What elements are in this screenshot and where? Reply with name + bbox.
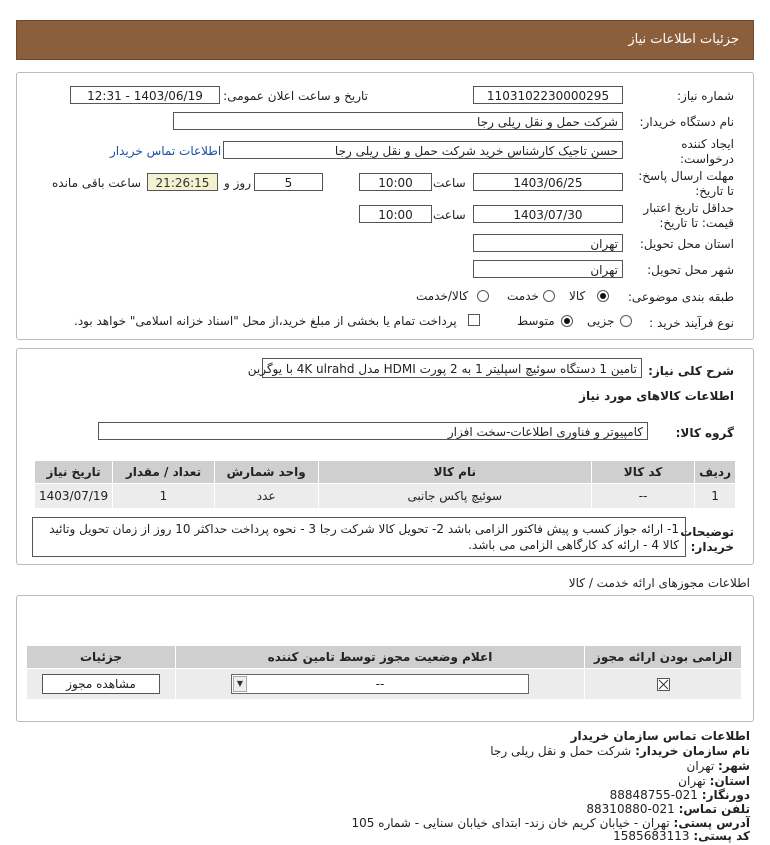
announce-label: تاریخ و ساعت اعلان عمومی: xyxy=(223,89,368,103)
process-partial-label: جزیی xyxy=(587,314,615,328)
deadline-label-2: تا تاریخ: xyxy=(695,184,734,198)
category-goods-radio[interactable] xyxy=(597,290,609,302)
cross-icon xyxy=(658,679,669,690)
permits-table-header xyxy=(27,646,742,669)
deadline-label: مهلت ارسال پاسخ: xyxy=(638,169,734,183)
col-quantity: تعداد / مقدار xyxy=(113,461,215,484)
announce-field: 1403/06/19 - 12:31 xyxy=(70,86,220,104)
province-field: تهران xyxy=(473,234,623,252)
notes-line-2: کالا 4 - ارائه کد کارگاهی الزامی می باشد. xyxy=(468,538,679,552)
permits-title: اطلاعات مجوزهای ارائه خدمت / کالا xyxy=(568,576,750,590)
contact-postal-value: 1585683113 xyxy=(613,829,690,843)
validity-label-2: قیمت: تا تاریخ: xyxy=(659,216,734,230)
deadline-date-field: 1403/06/25 xyxy=(473,173,623,191)
contact-fax-label: دورنگار: xyxy=(701,788,750,802)
permit-status-value: -- xyxy=(375,677,385,691)
category-service-radio[interactable] xyxy=(543,290,555,302)
process-medium-label: متوسط xyxy=(517,314,555,328)
col-code: کد کالا xyxy=(591,461,694,484)
validity-date-field: 1403/07/30 xyxy=(473,205,623,223)
creator-label: ایجاد کننده xyxy=(681,137,734,151)
contact-org-label: نام سازمان خریدار: xyxy=(635,744,750,758)
table-row xyxy=(35,484,736,509)
validity-label: حداقل تاریخ اعتبار xyxy=(643,201,734,215)
deadline-time-label: ساعت xyxy=(433,176,466,190)
goods-table-header xyxy=(35,461,736,484)
contact-province-label: استان: xyxy=(709,774,750,788)
buyer-label: نام دستگاه خریدار: xyxy=(639,115,734,129)
contact-org-value: شرکت حمل و نقل ریلی رجا xyxy=(490,744,632,758)
process-partial-radio[interactable] xyxy=(620,315,632,327)
goods-group-label: گروه کالا: xyxy=(675,426,734,440)
need-number-label: شماره نیاز: xyxy=(677,89,734,103)
contact-postal xyxy=(613,829,750,843)
category-service-label: خدمت xyxy=(507,289,539,303)
summary-label: شرح کلی نیاز: xyxy=(648,364,734,378)
creator-label-2: درخواست: xyxy=(680,152,734,166)
contact-province xyxy=(678,774,750,788)
contact-province-value: تهران xyxy=(678,774,706,788)
category-label: طبقه بندی موضوعی: xyxy=(627,290,734,304)
contact-postal-label: کد پستی: xyxy=(693,829,750,843)
cell-permit-required xyxy=(585,669,742,700)
process-label: نوع فرآیند خرید : xyxy=(649,316,734,330)
chevron-down-icon[interactable]: ▼ xyxy=(233,676,247,692)
contact-phone xyxy=(586,802,750,816)
col-unit: واحد شمارش xyxy=(214,461,318,484)
page-title: جزئیات اطلاعات نیاز xyxy=(628,32,739,47)
goods-table xyxy=(34,460,736,509)
contact-title: اطلاعات تماس سازمان خریدار xyxy=(570,729,750,743)
contact-phone-label: تلفن تماس: xyxy=(678,802,750,816)
notes-label-2: خریدار: xyxy=(690,540,734,554)
table-row xyxy=(27,669,742,700)
remaining-time-field: 21:26:15 xyxy=(147,173,218,191)
province-label: استان محل تحویل: xyxy=(639,237,734,251)
col-need-date: تاریخ نیاز xyxy=(35,461,113,484)
permit-status-select[interactable] xyxy=(231,674,529,694)
view-permit-button[interactable]: مشاهده مجوز xyxy=(42,674,160,694)
creator-field: حسن تاجیک کارشناس خرید شرکت حمل و نقل ریلی رجا xyxy=(223,141,623,159)
buyer-field: شرکت حمل و نقل ریلی رجا xyxy=(173,112,623,130)
need-number-field: 1103102230000295 xyxy=(473,86,623,104)
cell-permit-status xyxy=(176,669,585,700)
payment-note: پرداخت تمام یا بخشی از مبلغ خرید،از محل "اسناد خزانه اسلامی" خواهد بود. xyxy=(74,314,457,328)
cell-row: 1 xyxy=(695,484,736,509)
city-field: تهران xyxy=(473,260,623,278)
days-label: روز و xyxy=(224,176,251,190)
cell-code: -- xyxy=(591,484,694,509)
category-goods-service-radio[interactable] xyxy=(477,290,489,302)
notes-box xyxy=(32,517,686,557)
validity-time-field: 10:00 xyxy=(359,205,432,223)
payment-checkbox[interactable] xyxy=(468,314,480,326)
cell-unit: عدد xyxy=(214,484,318,509)
goods-group-field: کامپیوتر و فناوری اطلاعات-سخت افزار xyxy=(98,422,648,440)
page-header xyxy=(16,20,754,60)
process-medium-radio[interactable] xyxy=(561,315,573,327)
city-label: شهر محل تحویل: xyxy=(647,263,734,277)
col-permit-required: الزامی بودن ارائه مجوز xyxy=(585,646,742,669)
col-permit-details: جزئیات xyxy=(27,646,176,669)
validity-time-label: ساعت xyxy=(433,208,466,222)
permit-required-checkbox xyxy=(657,678,670,691)
contact-phone-value: 021-88310880 xyxy=(586,802,675,816)
category-goods-service-label: کالا/خدمت xyxy=(416,289,469,303)
contact-fax-value: 021-88848755 xyxy=(609,788,698,802)
permits-table xyxy=(26,645,742,700)
contact-fax xyxy=(610,788,750,802)
contact-city-value: تهران xyxy=(686,759,715,773)
contact-city-label: شهر: xyxy=(718,759,750,773)
notes-line-1: 1- ارائه جواز کسب و پیش فاکتور الزامی باشد 2- تحویل کالا شرکت رجا 3 - نحوه پرداخت حداکثر 10 روز از زمان تحویل وتائید xyxy=(49,522,679,536)
contact-address-value: تهران - خیابان کریم خان زند- ابتدای خیابان سنایی - شماره 105 xyxy=(351,816,670,830)
days-field: 5 xyxy=(254,173,323,191)
category-goods-label: کالا xyxy=(569,289,586,303)
contact-address-label: آدرس پستی: xyxy=(673,816,750,830)
buyer-contact-link[interactable]: اطلاعات تماس خریدار xyxy=(110,144,222,158)
cell-permit-details xyxy=(27,669,176,700)
contact-org xyxy=(490,744,750,758)
notes-label: توضیحات xyxy=(680,525,734,539)
col-permit-status: اعلام وضعیت مجوز توسط تامین کننده xyxy=(176,646,585,669)
cell-quantity: 1 xyxy=(113,484,215,509)
deadline-time-field: 10:00 xyxy=(359,173,432,191)
cell-need-date: 1403/07/19 xyxy=(35,484,113,509)
col-row: ردیف xyxy=(695,461,736,484)
summary-field: تامین 1 دستگاه سوئیچ اسپلیتر 1 به 2 پورت HDMI مدل 4K ulrahd با یوگرین xyxy=(262,358,642,378)
remaining-label: ساعت باقی مانده xyxy=(52,176,142,190)
contact-city xyxy=(687,759,750,773)
contact-address xyxy=(351,816,750,830)
col-name: نام کالا xyxy=(318,461,591,484)
goods-section-title: اطلاعات کالاهای مورد نیاز xyxy=(579,389,734,403)
cell-name: سوئیچ پاکس جانبی xyxy=(318,484,591,509)
